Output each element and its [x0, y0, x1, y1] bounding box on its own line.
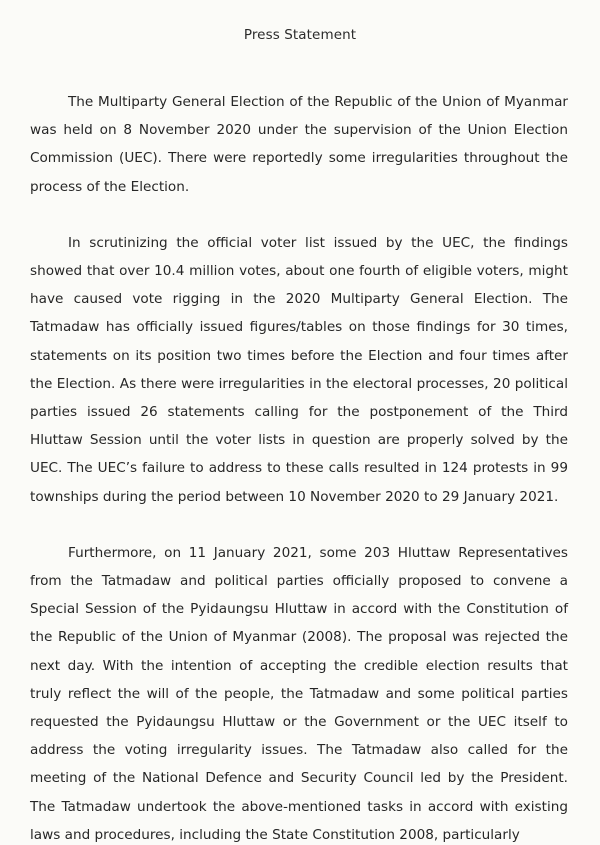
paragraph-voter-list: In scrutinizing the official voter list issued by the UEC, the findings showed that over 10.4 million votes, about one fourth of eligible voters, might have caused vote rigging in the 2020 Multiparty General Election. The Tatmadaw has officially issued figures/tables on those findings for 30 times, statements on its position two times before the Election and four times after the Election. As there were irregularities in the electoral processes, 20 political parties issued 26 statements calling for the postponement of the Third Hluttaw Session until the voter lists in question are properly solved by the UEC. The UEC’s failure to address to these calls resulted in 124 protests in 99 townships during the period between 10 November 2020 to 29 January 2021.	[30, 234, 568, 505]
document-title: Press Statement	[243, 27, 357, 43]
paragraph-election: The Multiparty General Election of the Republic of the Union of Myanmar was held on 8 November 2020 under the supervision of the Union Election Commission (UEC). There were reportedly some irregularities throughout the process of the Election.	[30, 94, 568, 195]
paragraph-special-session: Furthermore, on 11 January 2021, some 203 Hluttaw Representatives from the Tatmadaw and political parties officially proposed to convene a Special Session of the Pyidaungsu Hluttaw in accord with the Constitution of the Republic of the Union of Myanmar (2008). The proposal was rejected the next day. With the intention of accepting the credible election results that truly reflect the will of the people, the Tatmadaw and some political parties requested the Pyidaungsu Hluttaw or the Government or the UEC itself to address the voting irregularity issues. The Tatmadaw also called for the meeting of the National Defence and Security Council led by the President. The Tatmadaw undertook the above-mentioned tasks in accord with existing laws and procedures, including the State Constitution 2008, particularly	[30, 544, 568, 843]
document-body	[30, 88, 568, 845]
